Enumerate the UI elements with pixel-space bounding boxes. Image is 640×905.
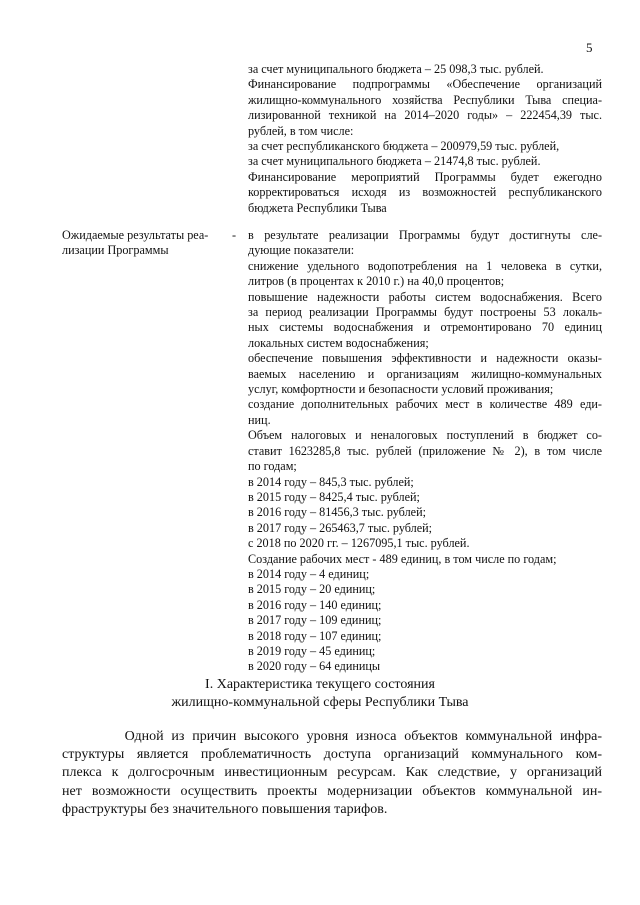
results-line: в 2019 году – 45 единиц; — [248, 643, 376, 658]
page-number: 5 — [586, 40, 593, 55]
results-label — [62, 228, 242, 259]
results-line: локальных систем водоснабжения; — [248, 335, 429, 350]
section-heading-line: I. Характеристика текущего состояния — [205, 677, 435, 692]
results-line: в результате реализации Программы будут достигнуты сле- — [248, 228, 602, 242]
section-heading-line: жилищно-коммунальной сферы Республики Тыва — [171, 695, 469, 710]
results-line: с 2018 по 2020 гг. – 1267095,1 тыс. рублей. — [248, 536, 470, 551]
results-line: Создание рабочих мест - 489 единиц, в том числе по годам; — [248, 551, 557, 566]
funding-line: жилищно-коммунального хозяйства Республики Тыва специа- — [248, 92, 602, 107]
results-line: повышение надежности работы систем водоснабжения. Всего — [248, 289, 602, 304]
results-label-line: Ожидаемые результаты реа- — [62, 228, 209, 242]
funding-line: за счет муниципального бюджета – 21474,8 тыс. рублей. — [248, 154, 541, 169]
funding-line: за счет муниципального бюджета – 25 098,3 тыс. рублей. — [248, 62, 544, 76]
results-label-line: лизации Программы — [62, 243, 169, 258]
results-line: в 2016 году – 81456,3 тыс. рублей; — [248, 505, 426, 520]
funding-line: корректироваться исходя из возможностей республиканского — [248, 185, 602, 200]
funding-continuation — [248, 62, 602, 216]
expected-results — [248, 228, 602, 675]
results-dash: - — [232, 228, 237, 242]
results-line: дующие показатели: — [248, 243, 355, 258]
results-line: Объем налоговых и неналоговых поступлений в бюджет со- — [248, 428, 602, 443]
results-line: в 2018 году – 107 единиц; — [248, 628, 382, 643]
results-line: создание дополнительных рабочих мест в количестве 489 еди- — [248, 397, 602, 412]
results-line: в 2015 году – 8425,4 тыс. рублей; — [248, 489, 420, 504]
results-line: ваемых населению и организациям жилищно-коммунальных — [248, 366, 602, 381]
results-line: по годам; — [248, 459, 297, 474]
paragraph-line: плекса к долгосрочным инвестиционным ресурсам. Как следствие, у организаций — [62, 765, 602, 781]
funding-line: Финансирование подпрограммы «Обеспечение организаций — [248, 77, 602, 92]
results-line: в 2017 году – 109 единиц; — [248, 613, 382, 628]
paragraph-line: нет возможности осуществить проекты модернизации объектов коммунальной ин- — [62, 783, 602, 799]
funding-line: Финансирование мероприятий Программы будет ежегодно — [248, 169, 602, 184]
results-line: ставит 1623285,8 тыс. рублей (приложение № 2), в том числе — [248, 443, 602, 458]
section-heading — [0, 676, 640, 712]
results-line: за период реализации Программы будут построены 53 локаль- — [248, 305, 602, 320]
results-line: в 2017 году – 265463,7 тыс. рублей; — [248, 520, 433, 535]
results-line: в 2020 году – 64 единицы — [248, 659, 381, 674]
funding-line: бюджета Республики Тыва — [248, 200, 387, 215]
results-line: снижение удельного водопотребления на 1 человека в сутки, — [248, 258, 602, 273]
paragraph-line: Одной из причин высокого уровня износа объектов коммунальной инфра- — [62, 729, 602, 744]
results-line: литров (в процентах к 2010 г.) на 40,0 процентов; — [248, 274, 505, 289]
results-line: ниц. — [248, 412, 271, 427]
funding-line: за счет республиканского бюджета – 200979,59 тыс. рублей, — [248, 139, 560, 154]
paragraph-line: фраструктуры без значительного повышения тарифов. — [62, 801, 388, 817]
results-line: обеспечение повышения эффективности и надежности оказы- — [248, 351, 602, 366]
results-line: в 2014 году – 4 единиц; — [248, 566, 370, 581]
funding-line: рублей, в том числе: — [248, 123, 354, 138]
results-line: в 2015 году – 20 единиц; — [248, 582, 376, 597]
results-line: в 2014 году – 845,3 тыс. рублей; — [248, 474, 414, 489]
paragraph-line: структуры является проблематичность доступа организаций коммунального ком- — [62, 747, 602, 763]
funding-line: лизированной техникой на 2014–2020 годы» – 222454,39 тыс. — [248, 108, 602, 123]
results-line: ных системы водоснабжения и отремонтировано 70 единиц — [248, 320, 602, 335]
body-paragraph — [62, 728, 602, 819]
results-line: услуг, комфортности и безопасности условий проживания; — [248, 382, 554, 397]
results-line: в 2016 году – 140 единиц; — [248, 597, 382, 612]
